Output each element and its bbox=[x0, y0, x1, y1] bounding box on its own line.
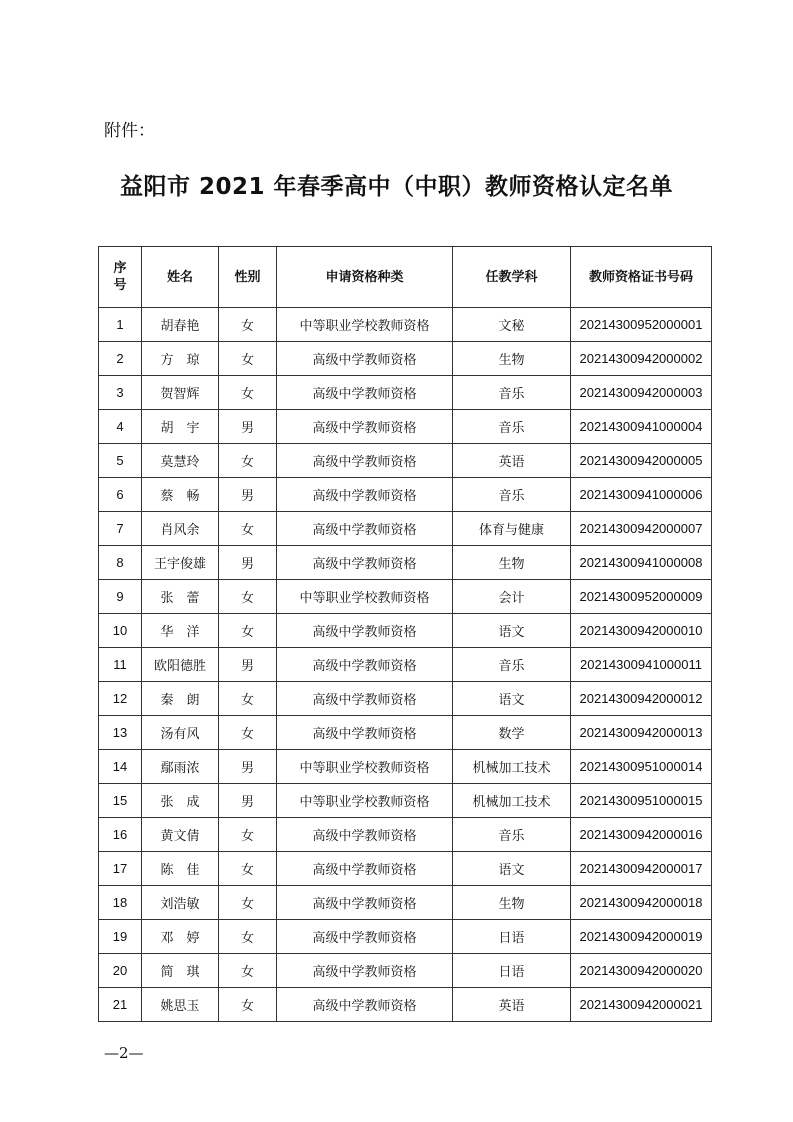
cell-seq: 11 bbox=[99, 648, 142, 682]
table-row bbox=[99, 444, 712, 478]
cell-seq: 10 bbox=[99, 614, 142, 648]
cell-seq: 3 bbox=[99, 376, 142, 410]
cell-name: 姚思玉 bbox=[142, 988, 219, 1022]
cell-name: 王宇俊雄 bbox=[142, 546, 219, 580]
cell-sex: 男 bbox=[219, 648, 277, 682]
cell-qualification-type: 高级中学教师资格 bbox=[277, 342, 453, 376]
cell-name: 肖风余 bbox=[142, 512, 219, 546]
table-row bbox=[99, 580, 712, 614]
table-row bbox=[99, 886, 712, 920]
cell-certificate-number: 20214300942000003 bbox=[571, 376, 712, 410]
cell-seq: 6 bbox=[99, 478, 142, 512]
cell-certificate-number: 20214300942000005 bbox=[571, 444, 712, 478]
cell-qualification-type: 高级中学教师资格 bbox=[277, 818, 453, 852]
table-row bbox=[99, 920, 712, 954]
table-row bbox=[99, 852, 712, 886]
cell-certificate-number: 20214300952000001 bbox=[571, 308, 712, 342]
cell-qualification-type: 高级中学教师资格 bbox=[277, 614, 453, 648]
cell-sex: 女 bbox=[219, 954, 277, 988]
cell-sex: 女 bbox=[219, 580, 277, 614]
table-row bbox=[99, 818, 712, 852]
cell-certificate-number: 20214300941000011 bbox=[571, 648, 712, 682]
cell-qualification-type: 高级中学教师资格 bbox=[277, 920, 453, 954]
cell-sex: 女 bbox=[219, 852, 277, 886]
cell-certificate-number: 20214300952000009 bbox=[571, 580, 712, 614]
cell-sex: 男 bbox=[219, 478, 277, 512]
cell-name: 秦 朗 bbox=[142, 682, 219, 716]
cell-subject: 音乐 bbox=[453, 376, 571, 410]
table-row bbox=[99, 750, 712, 784]
cell-name: 简 琪 bbox=[142, 954, 219, 988]
column-header-cert: 教师资格证书号码 bbox=[571, 247, 712, 308]
table-row bbox=[99, 410, 712, 444]
cell-certificate-number: 20214300951000015 bbox=[571, 784, 712, 818]
cell-certificate-number: 20214300942000010 bbox=[571, 614, 712, 648]
table-row bbox=[99, 954, 712, 988]
cell-certificate-number: 20214300942000002 bbox=[571, 342, 712, 376]
cell-subject: 语文 bbox=[453, 682, 571, 716]
cell-subject: 英语 bbox=[453, 444, 571, 478]
cell-subject: 语文 bbox=[453, 852, 571, 886]
table-row bbox=[99, 342, 712, 376]
cell-name: 胡 宇 bbox=[142, 410, 219, 444]
cell-qualification-type: 高级中学教师资格 bbox=[277, 886, 453, 920]
cell-sex: 女 bbox=[219, 308, 277, 342]
page-number: —2— bbox=[104, 1044, 144, 1062]
cell-certificate-number: 20214300942000017 bbox=[571, 852, 712, 886]
cell-subject: 生物 bbox=[453, 886, 571, 920]
cell-seq: 8 bbox=[99, 546, 142, 580]
table-body bbox=[99, 308, 712, 1022]
cell-seq: 4 bbox=[99, 410, 142, 444]
cell-seq: 14 bbox=[99, 750, 142, 784]
cell-name: 鄢雨浓 bbox=[142, 750, 219, 784]
cell-subject: 音乐 bbox=[453, 478, 571, 512]
cell-certificate-number: 20214300942000021 bbox=[571, 988, 712, 1022]
cell-qualification-type: 高级中学教师资格 bbox=[277, 716, 453, 750]
cell-sex: 女 bbox=[219, 886, 277, 920]
cell-certificate-number: 20214300951000014 bbox=[571, 750, 712, 784]
cell-name: 陈 佳 bbox=[142, 852, 219, 886]
cell-name: 汤有风 bbox=[142, 716, 219, 750]
cell-sex: 男 bbox=[219, 546, 277, 580]
cell-seq: 9 bbox=[99, 580, 142, 614]
cell-seq: 2 bbox=[99, 342, 142, 376]
cell-name: 方 琼 bbox=[142, 342, 219, 376]
cell-qualification-type: 中等职业学校教师资格 bbox=[277, 580, 453, 614]
table-header-row bbox=[99, 247, 712, 308]
cell-seq: 12 bbox=[99, 682, 142, 716]
cell-name: 张 成 bbox=[142, 784, 219, 818]
cell-sex: 女 bbox=[219, 716, 277, 750]
cell-certificate-number: 20214300942000007 bbox=[571, 512, 712, 546]
table-row bbox=[99, 376, 712, 410]
cell-seq: 13 bbox=[99, 716, 142, 750]
cell-subject: 体育与健康 bbox=[453, 512, 571, 546]
cell-seq: 19 bbox=[99, 920, 142, 954]
cell-subject: 数学 bbox=[453, 716, 571, 750]
cell-name: 邓 婷 bbox=[142, 920, 219, 954]
cell-seq: 7 bbox=[99, 512, 142, 546]
cell-name: 黄文倩 bbox=[142, 818, 219, 852]
cell-name: 莫慧玲 bbox=[142, 444, 219, 478]
cell-subject: 机械加工技术 bbox=[453, 750, 571, 784]
cell-qualification-type: 高级中学教师资格 bbox=[277, 648, 453, 682]
column-header-seq-line1: 序 bbox=[113, 261, 127, 276]
cell-subject: 机械加工技术 bbox=[453, 784, 571, 818]
table-row bbox=[99, 546, 712, 580]
table-row bbox=[99, 614, 712, 648]
cell-subject: 日语 bbox=[453, 920, 571, 954]
cell-certificate-number: 20214300941000004 bbox=[571, 410, 712, 444]
cell-sex: 女 bbox=[219, 512, 277, 546]
cell-name: 刘浩敏 bbox=[142, 886, 219, 920]
table-row bbox=[99, 682, 712, 716]
table-row bbox=[99, 478, 712, 512]
table-row bbox=[99, 988, 712, 1022]
cell-certificate-number: 20214300942000012 bbox=[571, 682, 712, 716]
cell-name: 华 洋 bbox=[142, 614, 219, 648]
cell-name: 贺智辉 bbox=[142, 376, 219, 410]
column-header-seq-line2: 号 bbox=[113, 278, 127, 293]
cell-sex: 女 bbox=[219, 444, 277, 478]
cell-qualification-type: 中等职业学校教师资格 bbox=[277, 784, 453, 818]
attachment-label: 附件： bbox=[104, 121, 155, 141]
cell-qualification-type: 高级中学教师资格 bbox=[277, 546, 453, 580]
cell-sex: 女 bbox=[219, 920, 277, 954]
column-header-name: 姓名 bbox=[142, 247, 219, 308]
cell-qualification-type: 高级中学教师资格 bbox=[277, 988, 453, 1022]
cell-certificate-number: 20214300942000013 bbox=[571, 716, 712, 750]
cell-sex: 女 bbox=[219, 614, 277, 648]
cell-certificate-number: 20214300942000016 bbox=[571, 818, 712, 852]
cell-name: 蔡 畅 bbox=[142, 478, 219, 512]
cell-name: 张 蕾 bbox=[142, 580, 219, 614]
cell-seq: 18 bbox=[99, 886, 142, 920]
cell-subject: 日语 bbox=[453, 954, 571, 988]
cell-seq: 15 bbox=[99, 784, 142, 818]
cell-name: 欧阳德胜 bbox=[142, 648, 219, 682]
column-header-sex: 性别 bbox=[219, 247, 277, 308]
cell-subject: 文秘 bbox=[453, 308, 571, 342]
teacher-qualification-table bbox=[98, 246, 712, 1022]
column-header-type: 申请资格种类 bbox=[277, 247, 453, 308]
cell-seq: 17 bbox=[99, 852, 142, 886]
cell-seq: 1 bbox=[99, 308, 142, 342]
cell-sex: 男 bbox=[219, 410, 277, 444]
cell-qualification-type: 高级中学教师资格 bbox=[277, 852, 453, 886]
table-row bbox=[99, 308, 712, 342]
table-row bbox=[99, 648, 712, 682]
cell-qualification-type: 高级中学教师资格 bbox=[277, 682, 453, 716]
cell-subject: 语文 bbox=[453, 614, 571, 648]
cell-certificate-number: 20214300942000019 bbox=[571, 920, 712, 954]
cell-qualification-type: 高级中学教师资格 bbox=[277, 444, 453, 478]
cell-sex: 女 bbox=[219, 818, 277, 852]
cell-sex: 女 bbox=[219, 342, 277, 376]
table-row bbox=[99, 512, 712, 546]
cell-subject: 生物 bbox=[453, 546, 571, 580]
cell-sex: 女 bbox=[219, 988, 277, 1022]
cell-seq: 20 bbox=[99, 954, 142, 988]
cell-sex: 男 bbox=[219, 750, 277, 784]
column-header-seq bbox=[99, 247, 142, 308]
cell-seq: 5 bbox=[99, 444, 142, 478]
cell-seq: 21 bbox=[99, 988, 142, 1022]
cell-certificate-number: 20214300942000018 bbox=[571, 886, 712, 920]
cell-certificate-number: 20214300941000008 bbox=[571, 546, 712, 580]
cell-subject: 音乐 bbox=[453, 648, 571, 682]
cell-name: 胡春艳 bbox=[142, 308, 219, 342]
cell-certificate-number: 20214300941000006 bbox=[571, 478, 712, 512]
cell-qualification-type: 高级中学教师资格 bbox=[277, 954, 453, 988]
cell-seq: 16 bbox=[99, 818, 142, 852]
cell-sex: 女 bbox=[219, 376, 277, 410]
cell-subject: 会计 bbox=[453, 580, 571, 614]
cell-sex: 女 bbox=[219, 682, 277, 716]
cell-qualification-type: 高级中学教师资格 bbox=[277, 512, 453, 546]
cell-subject: 音乐 bbox=[453, 818, 571, 852]
cell-subject: 生物 bbox=[453, 342, 571, 376]
cell-qualification-type: 高级中学教师资格 bbox=[277, 376, 453, 410]
cell-subject: 英语 bbox=[453, 988, 571, 1022]
table-row bbox=[99, 716, 712, 750]
table-row bbox=[99, 784, 712, 818]
cell-subject: 音乐 bbox=[453, 410, 571, 444]
column-header-subject: 任教学科 bbox=[453, 247, 571, 308]
cell-qualification-type: 中等职业学校教师资格 bbox=[277, 308, 453, 342]
cell-qualification-type: 高级中学教师资格 bbox=[277, 478, 453, 512]
cell-qualification-type: 中等职业学校教师资格 bbox=[277, 750, 453, 784]
document-title: 益阳市 2021 年春季高中（中职）教师资格认定名单 bbox=[119, 174, 674, 200]
cell-certificate-number: 20214300942000020 bbox=[571, 954, 712, 988]
cell-qualification-type: 高级中学教师资格 bbox=[277, 410, 453, 444]
cell-sex: 男 bbox=[219, 784, 277, 818]
